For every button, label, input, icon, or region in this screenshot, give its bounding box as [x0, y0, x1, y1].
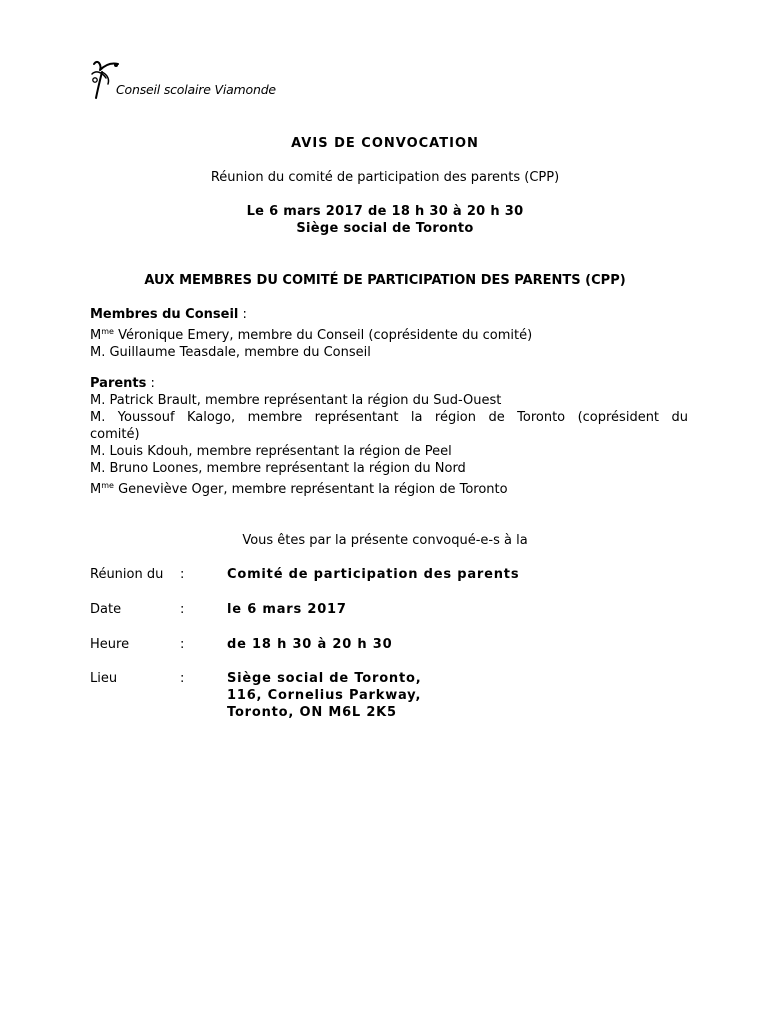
document-subtitle: Réunion du comité de participation des parents (CPP)	[210, 170, 560, 185]
detail-value: Siège social de Toronto,	[227, 671, 422, 686]
members-heading: AUX MEMBRES DU COMITÉ DE PARTICIPATION DES PARENTS (CPP)	[144, 273, 626, 288]
parents-section	[90, 375, 688, 498]
invitation-line: Vous êtes par la présente convoqué-e-s à la	[242, 533, 528, 548]
member-line-justified	[90, 409, 688, 443]
detail-label: Réunion du	[90, 567, 164, 582]
word: Kalogo,	[186, 410, 236, 425]
member-line: M. Louis Kdouh, membre représentant la région de Peel	[90, 444, 452, 459]
detail-value: 116, Cornelius Parkway,	[227, 688, 422, 703]
member-line: M. Patrick Brault, membre représentant la région du Sud-Ouest	[90, 393, 502, 408]
detail-value: Comité de participation des parents	[227, 567, 520, 582]
word: membre	[247, 410, 303, 425]
logo-text: Conseil scolaire Viamonde	[116, 82, 276, 97]
meeting-date-line: Le 6 mars 2017 de 18 h 30 à 20 h 30	[246, 204, 524, 219]
parents-heading: Parents	[90, 376, 147, 391]
detail-value: de 18 h 30 à 20 h 30	[227, 637, 393, 652]
conseil-heading: Membres du Conseil	[90, 307, 239, 322]
document-title: AVIS DE CONVOCATION	[291, 136, 479, 151]
conseil-heading-line: Membres du Conseil :	[90, 307, 247, 322]
detail-label: Heure	[90, 637, 130, 652]
member-line: $M^{me}$ Geneviève Oger, membre représentant la région de Toronto	[90, 481, 508, 497]
word: région	[434, 410, 477, 425]
word: Youssouf	[117, 410, 175, 425]
member-line-part	[90, 409, 688, 426]
detail-label: Lieu	[90, 671, 118, 686]
member-line: M. Guillaume Teasdale, membre du Conseil	[90, 345, 371, 360]
member-line-part: comité)	[90, 427, 140, 442]
word: (coprésident	[577, 410, 660, 425]
viamonde-logo	[88, 56, 278, 100]
conseil-section	[90, 306, 688, 361]
detail-value: Toronto, ON M6L 2K5	[227, 705, 397, 720]
meeting-place-line: Siège social de Toronto	[296, 221, 474, 236]
word: la	[410, 410, 423, 425]
word: Toronto	[517, 410, 566, 425]
member-line: $M^{me}$ Véronique Emery, membre du Conseil (coprésidente du comité)	[90, 327, 533, 343]
member-line: M. Bruno Loones, membre représentant la région du Nord	[90, 461, 466, 476]
detail-label: Date	[90, 602, 122, 617]
word: M.	[90, 410, 106, 425]
parents-heading-line: Parents :	[90, 376, 155, 391]
word: représentant	[314, 410, 399, 425]
document-page: Conseil scolaire Viamonde AVIS DE CONVOCATION Réunion du comité de participation des parents (CPP) Le 6 mars 2017 de 18 h 30 à 20 h 30 Siège social de Toronto AUX MEMBRES DU COMITÉ DE PARTICIPATION DES PARENTS (CPP) Membres du Conseil : $M^{me}$ Véronique Emery, membre du Conseil (coprésidente du comité) M. Guillaume Teasdale, membre du Conseil Parents : M. Patrick Brault, membre représentant la région du Sud-Ouest M. Youssouf Kalogo, membre représentant la région de Toronto (coprésident du comité) M. Louis Kdouh, membre représentant la région de Peel M. Bruno Loones, membre représentant la région du Nord $M^{me}$ Geneviève Oger, membre représentant la région de Toronto Vous êtes par la présente convoqué-e-s à la Réunion du : Comité de participation des parents Date : le 6 mars 2017 Heure : de 18 h 30 à 20 h 30 Lieu : Siège social de Toronto, 116, Cornelius Parkway, Toronto, ON M6L 2K5	[0, 0, 770, 1024]
word: du	[671, 410, 688, 425]
word: de	[488, 410, 505, 425]
detail-value: le 6 mars 2017	[227, 602, 347, 617]
